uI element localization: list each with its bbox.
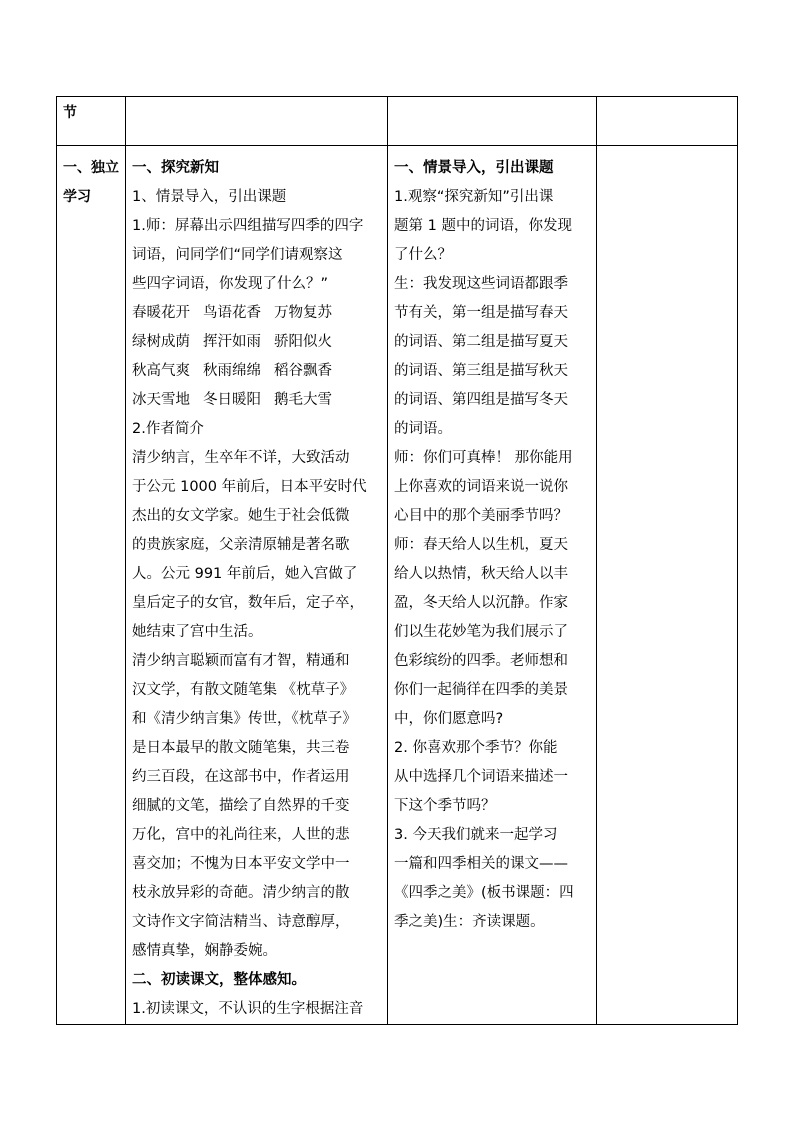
notes-cell (597, 97, 738, 146)
vocabulary-word: 万物复苏 (274, 305, 332, 321)
section-label: 节 (63, 105, 77, 121)
vocabulary-word: 冰天雪地 (132, 392, 190, 408)
teacher-cell (126, 97, 388, 146)
text-line: 人。公元 991 年前后，她入宫做了 (132, 566, 358, 582)
text-line: 色彩缤纷的四季。老师想和 (394, 653, 568, 669)
text-line: 杰出的女文学家。她生于社会低微 (132, 508, 350, 524)
text-line: 感情真挚，娴静委婉。 (132, 943, 277, 959)
text-line: 从中选择几个词语来描述一 (394, 769, 568, 785)
text-line: 的词语、第三组是描写秋天 (394, 363, 568, 379)
student-activity-cell (388, 146, 597, 1025)
text-line: 中，你们愿意吗? (394, 711, 504, 727)
text-line: 题第 1 题中的词语，你发现 (394, 218, 572, 234)
text-line: 文诗作文字简洁精当、诗意醇厚， (132, 914, 350, 930)
section-cell (57, 146, 126, 1025)
lesson-plan-table (56, 96, 738, 1025)
vocabulary-word: 冬日暖阳 (203, 392, 261, 408)
text-line: 细腻的文笔，描绘了自然界的千变 (132, 798, 350, 814)
text-line: 汉文学，有散文随笔集 《枕草子》 (132, 682, 355, 698)
text-line: 的贵族家庭，父亲清原辅是著名歌 (132, 537, 350, 553)
section-label-line: 一、独立 (63, 160, 119, 176)
student-activity-text (388, 146, 596, 937)
text-line: 1.观察“探究新知”引出课 (394, 189, 554, 205)
section-label-line: 学习 (63, 189, 91, 205)
text-line: 心目中的那个美丽季节吗？ (394, 508, 568, 524)
teacher-activity-text (126, 146, 387, 1024)
text-line: 喜交加；不愧为日本平安文学中一 (132, 856, 350, 872)
text-line: 清少纳言聪颖而富有才智，精通和 (132, 653, 350, 669)
text-line: 2. 你喜欢那个季节？你能 (394, 740, 558, 756)
section-label (57, 146, 125, 212)
vocabulary-word: 骄阳似火 (274, 334, 332, 350)
text-line: 师：你们可真棒！ 那你能用 (394, 450, 573, 466)
vocabulary-word: 稻谷飘香 (274, 363, 332, 379)
text-line: 师：春天给人以生机，夏天 (394, 537, 568, 553)
notes-cell (597, 146, 738, 1025)
text-line: 盈，冬天给人以沉静。作家 (394, 595, 568, 611)
vocabulary-word: 春暖花开 (132, 305, 190, 321)
text-line: 清少纳言，生卒年不详，大致活动 (132, 450, 350, 466)
section-heading: 二、初读课文，整体感知。 (132, 972, 306, 988)
section-heading: 一、情景导入，引出课题 (394, 160, 554, 176)
text-line: 些四字词语，你发现了什么？” (132, 276, 329, 292)
teacher-activity-cell (126, 146, 388, 1025)
text-line: 生：我发现这些词语都跟季 (394, 276, 568, 292)
text-line: 万化，宫中的礼尚往来，人世的悲 (132, 827, 350, 843)
student-cell (388, 97, 597, 146)
section-cell (57, 97, 126, 146)
text-line: 们以生花妙笔为我们展示了 (394, 624, 568, 640)
text-line: 给人以热情，秋天给人以丰 (394, 566, 568, 582)
text-line: 枝永放异彩的奇葩。清少纳言的散 (132, 885, 350, 901)
text-line: 季之美)生：齐读课题。 (394, 914, 545, 930)
text-line: 你们一起徜徉在四季的美景 (394, 682, 568, 698)
text-line: 了什么？ (394, 247, 452, 263)
text-line: 1.师：屏幕出示四组描写四季的四字 (132, 218, 364, 234)
text-line: 皇后定子的女官，数年后，定子卒， (132, 595, 364, 611)
vocabulary-word: 鹅毛大雪 (274, 392, 332, 408)
text-line: 是日本最早的散文随笔集，共三卷 (132, 740, 350, 756)
vocabulary-word: 秋高气爽 (132, 363, 190, 379)
text-line: 词语，问同学们“同学们请观察这 (132, 247, 343, 263)
vocabulary-word: 秋雨绵绵 (203, 363, 261, 379)
table-row (57, 146, 738, 1025)
text-line: 约三百段，在这部书中，作者运用 (132, 769, 350, 785)
text-line: 她结束了宫中生活。 (132, 624, 263, 640)
vocabulary-row (132, 328, 383, 357)
text-line: 一篇和四季相关的课文—— (394, 856, 568, 872)
text-line: 1、情景导入，引出课题 (132, 189, 287, 205)
vocabulary-row (132, 357, 383, 386)
vocabulary-row (132, 299, 383, 328)
text-line: 2.作者简介 (132, 421, 204, 437)
vocabulary-word: 绿树成荫 (132, 334, 190, 350)
text-line: 1.初读课文，不认识的生字根据注音 (132, 1001, 364, 1017)
text-line: 上你喜欢的词语来说一说你 (394, 479, 568, 495)
table-row (57, 97, 738, 146)
section-heading: 一、探究新知 (132, 160, 219, 176)
text-line: 节有关，第一组是描写春天 (394, 305, 568, 321)
text-line: 的词语、第四组是描写冬天 (394, 392, 568, 408)
vocabulary-word: 鸟语花香 (203, 305, 261, 321)
text-line: 《四季之美》(板书课题：四 (394, 885, 574, 901)
vocabulary-word: 挥汗如雨 (203, 334, 261, 350)
text-line: 的词语。 (394, 421, 452, 437)
text-line: 3. 今天我们就来一起学习 (394, 827, 558, 843)
text-line: 的词语、第二组是描写夏天 (394, 334, 568, 350)
text-line: 下这个季节吗？ (394, 798, 496, 814)
text-line: 和《清少纳言集》传世，《枕草子》 (132, 711, 357, 727)
vocabulary-row (132, 386, 383, 415)
text-line: 于公元 1000 年前后，日本平安时代 (132, 479, 367, 495)
